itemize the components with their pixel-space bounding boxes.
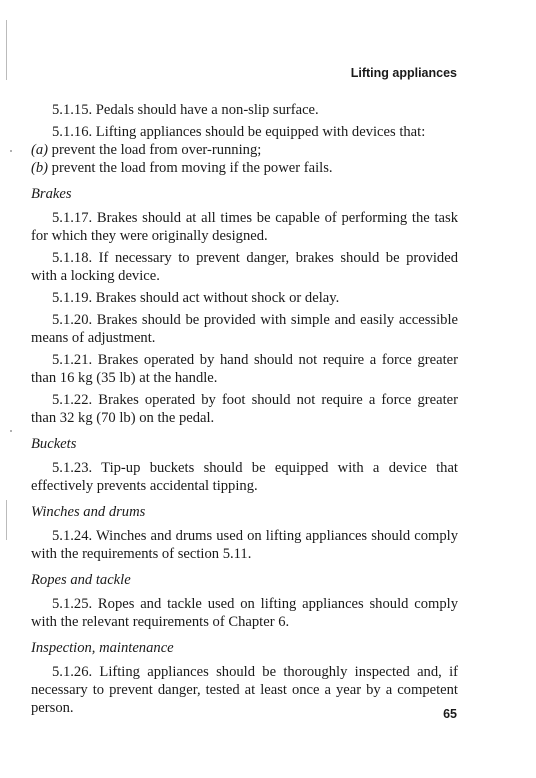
section-heading-ropes: Ropes and tackle — [31, 572, 131, 588]
clause-5-1-22: 5.1.22. Brakes operated by foot should not require a force greater than 32 kg (70 lb) on the pedal. — [31, 392, 458, 426]
list-label-a: (a) — [31, 142, 49, 158]
clause-5-1-20: 5.1.20. Brakes should be provided with simple and easily accessible means of adjustment. — [31, 312, 458, 346]
clause-5-1-24: 5.1.24. Winches and drums used on lifting appliances should comply with the requirements of section 5.11. — [31, 528, 458, 562]
clause-5-1-16-list — [31, 141, 458, 177]
section-heading-brakes: Brakes — [31, 186, 72, 202]
list-item-b — [31, 159, 458, 177]
list-item-a — [31, 141, 458, 159]
list-text-a: prevent the load from over-running; — [48, 142, 262, 158]
clause-5-1-23: 5.1.23. Tip-up buckets should be equipped with a device that effectively prevents accidental tipping. — [31, 460, 458, 494]
running-header: Lifting appliances — [350, 66, 457, 80]
scan-speck — [10, 150, 12, 152]
clause-5-1-15: 5.1.15. Pedals should have a non-slip surface. — [52, 102, 319, 118]
section-heading-buckets: Buckets — [31, 436, 77, 452]
clause-5-1-17: 5.1.17. Brakes should at all times be capable of performing the task for which they were originally designed. — [31, 210, 458, 244]
clause-5-1-25: 5.1.25. Ropes and tackle used on lifting appliances should comply with the relevant requirements of Chapter 6. — [31, 596, 458, 630]
clause-5-1-26: 5.1.26. Lifting appliances should be thoroughly inspected and, if necessary to prevent danger, tested at least once a year by a competent person. — [31, 664, 458, 716]
clause-5-1-16: 5.1.16. Lifting appliances should be equipped with devices that: — [52, 124, 426, 140]
section-heading-inspection: Inspection, maintenance — [31, 640, 174, 656]
clause-5-1-19: 5.1.19. Brakes should act without shock or delay. — [52, 290, 340, 306]
scan-edge-mark — [6, 500, 7, 540]
scan-edge-mark — [6, 20, 7, 80]
list-text-b: prevent the load from moving if the power fails. — [48, 160, 333, 176]
list-label-b: (b) — [31, 160, 49, 176]
clause-5-1-18: 5.1.18. If necessary to prevent danger, brakes should be provided with a locking device. — [31, 250, 458, 284]
section-heading-winches: Winches and drums — [31, 504, 146, 520]
page-number: 65 — [443, 707, 457, 721]
clause-5-1-21: 5.1.21. Brakes operated by hand should not require a force greater than 16 kg (35 lb) at the handle. — [31, 352, 458, 386]
scan-speck — [10, 430, 12, 432]
document-body — [31, 101, 458, 721]
